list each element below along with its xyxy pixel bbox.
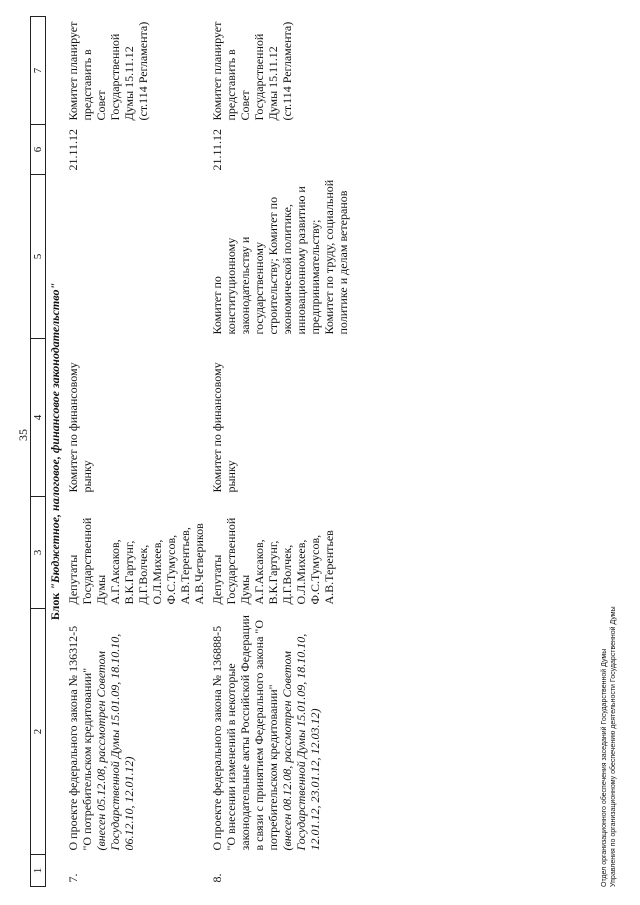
legislation-table bbox=[30, 16, 352, 887]
footer-line: Отдел организационного обеспечения заседаний Государственной Думы bbox=[601, 648, 608, 887]
remark: Комитет планирует представить в Совет Государственной Думы 15.11.12 (ст.114 Регламента) bbox=[210, 21, 294, 121]
column-header: 3 bbox=[31, 497, 46, 609]
author-line: А.Г.Аксаков, bbox=[252, 539, 266, 605]
author-line: Ф.С.Тумусов, bbox=[308, 534, 322, 605]
column-header: 4 bbox=[31, 339, 46, 497]
author-line: Ф.С.Тумусов, bbox=[164, 534, 178, 605]
bill-title: О проекте федерального закона № 136312-5 "О потребительском кредитовании" bbox=[66, 625, 94, 851]
author-line: Д.Г.Волчек, bbox=[280, 544, 294, 605]
author-line: Думы bbox=[94, 574, 108, 605]
header-row bbox=[31, 17, 46, 887]
co-executors: Комитет по конституционному законодательству и государственному строительству; Комитет по экономической политике, инновационному развитию и предпринимательству; Комитет по труду, социальной политике и делам ветеранов bbox=[210, 179, 350, 335]
row-number: 7. bbox=[66, 873, 80, 883]
author-line: Депутаты bbox=[66, 554, 80, 605]
table-row bbox=[208, 17, 352, 887]
deadline-date: 21.11.12 bbox=[210, 128, 224, 171]
column-header: 2 bbox=[31, 609, 46, 855]
column-header: 5 bbox=[31, 175, 46, 339]
column-header: 7 bbox=[31, 17, 46, 125]
page-number: 35 bbox=[16, 429, 30, 441]
bill-authors bbox=[208, 497, 352, 609]
bill-note: (внесен 08.12.08, рассмотрен Советом Государственной Думы 15.01.09, 18.10.10, 12.01.12, 23.01.12, 12.03.12) bbox=[280, 633, 322, 851]
author-line: В.К.Гартунг, bbox=[266, 540, 280, 605]
column-header: 6 bbox=[31, 125, 46, 175]
responsible-committee: Комитет по финансовому рынку bbox=[210, 362, 238, 493]
footer bbox=[600, 606, 618, 887]
author-line: Думы bbox=[238, 574, 252, 605]
author-line: Д.Г.Волчек, bbox=[136, 544, 150, 605]
author-line: А.Г.Аксаков, bbox=[108, 539, 122, 605]
deadline-date: 21.11.12 bbox=[66, 128, 80, 171]
row-number: 8. bbox=[210, 873, 224, 883]
co-executors bbox=[64, 175, 208, 339]
table-row bbox=[64, 17, 208, 887]
author-line: О.Л.Михеев, bbox=[294, 539, 308, 605]
author-line: А.В.Терентьев, bbox=[178, 527, 192, 605]
block-title-prefix: Блок bbox=[48, 592, 62, 621]
bill-authors bbox=[64, 497, 208, 609]
column-header: 1 bbox=[31, 855, 46, 887]
author-line: А.В.Четвериков bbox=[192, 523, 206, 605]
author-line: В.К.Гартунг, bbox=[122, 540, 136, 605]
bill-title: О проекте федерального закона № 136888-5 "О внесении изменений в некоторые законодательные акты Российской Федерации в связи с принятием Федерального закона "О потребительском кредитовании" bbox=[210, 615, 280, 851]
author-line: Депутаты bbox=[210, 554, 224, 605]
block-title-name: "Бюджетное, налоговое, финансовое законодательство" bbox=[48, 282, 62, 590]
bill-description bbox=[64, 609, 208, 855]
block-title bbox=[46, 17, 65, 887]
responsible-committee: Комитет по финансовому рынку bbox=[66, 362, 94, 493]
author-line: Государственной bbox=[80, 517, 94, 605]
author-line: Государственной bbox=[224, 517, 238, 605]
remark: Комитет планирует представить в Совет Государственной Думы 15.11.12 (ст.114 Регламента) bbox=[66, 21, 150, 121]
bill-note: (внесен 05.12.08, рассмотрен Советом Государственной Думы 15.01.09, 18.10.10, 06.12.10, 12.01.12) bbox=[94, 633, 136, 851]
author-line: А.В.Терентьев bbox=[322, 530, 336, 605]
bill-description bbox=[208, 609, 352, 855]
footer-line: Управления по организационному обеспечению деятельности Государственной Думы bbox=[610, 606, 617, 887]
author-line: О.Л.Михеев, bbox=[150, 539, 164, 605]
